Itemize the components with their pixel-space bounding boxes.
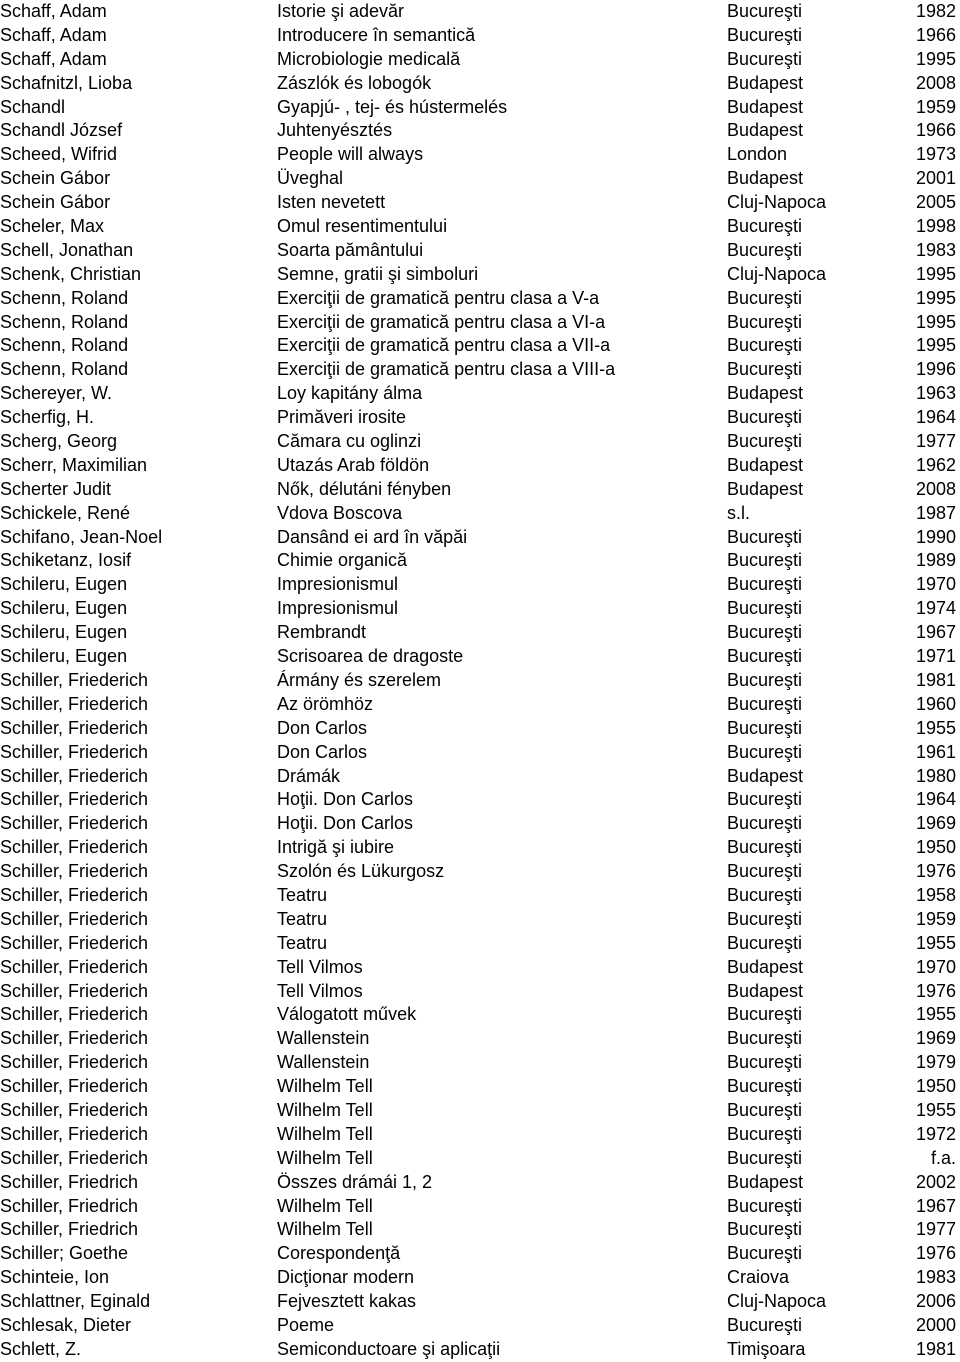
author-cell: Schenn, Roland [0,287,129,308]
city-cell: Bucureşti [727,407,803,428]
city-cell: Bucureşti [727,550,803,571]
author-cell: Schiller, Friederich [0,741,149,762]
catalog-row [0,812,960,836]
title-cell: Impresionismul [277,598,399,619]
title-cell: Don Carlos [277,741,368,762]
city-cell: Bucureşti [727,1243,803,1264]
author-cell: Schiller, Friederich [0,1028,149,1049]
catalog-row [0,1218,960,1242]
year-cell: 1966 [915,120,956,141]
city-cell: Bucureşti [727,1099,803,1120]
city-cell: Bucureşti [727,1076,803,1097]
city-cell: Budapest [727,383,804,404]
year-cell: 1979 [915,1052,956,1073]
city-cell: Budapest [727,168,804,189]
catalog-row [0,72,960,96]
catalog-row [0,263,960,287]
city-cell: Bucureşti [727,693,803,714]
year-cell: 1981 [915,1338,956,1359]
title-cell: Primăveri irosite [277,407,407,428]
author-cell: Schiller, Friederich [0,789,149,810]
author-cell: Schiller, Friederich [0,1076,149,1097]
title-cell: Gyapjú- , tej- és hústermelés [277,96,508,117]
city-cell: Budapest [727,1171,804,1192]
title-cell: Cămara cu oglinzi [277,431,422,452]
catalog-row [0,287,960,311]
catalog-row [0,119,960,143]
catalog-row [0,1171,960,1195]
title-cell: Corespondenţă [277,1243,401,1264]
title-cell: Teatru [277,884,328,905]
catalog-row [0,215,960,239]
author-cell: Schiller, Friederich [0,1147,149,1168]
author-cell: Schaff, Adam [0,1,107,21]
catalog-row [0,1003,960,1027]
title-cell: Összes drámái 1, 2 [277,1171,433,1192]
city-cell: Budapest [727,96,804,117]
year-cell: 1996 [915,359,956,380]
catalog-row [0,1147,960,1171]
city-cell: Bucureşti [727,1314,803,1335]
author-cell: Schiller, Friedrich [0,1219,139,1240]
author-cell: Schiller, Friederich [0,717,149,738]
city-cell: Bucureşti [727,24,803,45]
year-cell: 1970 [915,574,956,595]
city-cell: Bucureşti [727,908,803,929]
author-cell: Schiller, Friederich [0,932,149,953]
title-cell: Exerciţii de gramatică pentru clasa a VII-a [277,335,611,356]
catalog-row [0,478,960,502]
title-cell: Wallenstein [277,1052,370,1073]
catalog-row [0,1195,960,1219]
title-cell: Omul resentimentului [277,216,448,237]
catalog-row [0,884,960,908]
city-cell: Bucureşti [727,1195,803,1216]
author-cell: Schiller, Friederich [0,765,149,786]
author-cell: Schiller, Friederich [0,1123,149,1144]
city-cell: Bucureşti [727,1219,803,1240]
title-cell: Nők, délutáni fényben [277,478,452,499]
catalog-row [0,1290,960,1314]
year-cell: 2005 [915,192,956,213]
year-cell: 1969 [915,1028,956,1049]
author-cell: Scherfig, H. [0,407,95,428]
year-cell: 1995 [915,48,956,69]
author-cell: Schiller, Friederich [0,908,149,929]
catalog-row [0,645,960,669]
title-cell: Utazás Arab földön [277,454,430,475]
catalog-row [0,1242,960,1266]
year-cell: 1959 [915,96,956,117]
city-cell: Bucureşti [727,239,803,260]
catalog-row [0,717,960,741]
title-cell: Wallenstein [277,1028,370,1049]
catalog-row [0,621,960,645]
author-cell: Schenn, Roland [0,359,129,380]
city-cell: Bucureşti [727,669,803,690]
year-cell: 1955 [915,1004,956,1025]
author-cell: Schiller, Friederich [0,956,149,977]
year-cell: 1972 [915,1123,956,1144]
year-cell: 1966 [915,24,956,45]
author-cell: Schifano, Jean-Noel [0,526,163,547]
catalog-row [0,1314,960,1338]
city-cell: Bucureşti [727,526,803,547]
year-cell: 1990 [915,526,956,547]
city-cell: Bucureşti [727,287,803,308]
year-cell: 1973 [915,144,956,165]
catalog-row [0,860,960,884]
city-cell: Bucureşti [727,431,803,452]
title-cell: Wilhelm Tell [277,1099,373,1120]
author-cell: Schiller, Friederich [0,1004,149,1025]
author-cell: Scheed, Wifrid [0,144,118,165]
author-cell: Schandl József [0,120,123,141]
author-cell: Schein Gábor [0,192,111,213]
author-cell: Schiller, Friederich [0,980,149,1001]
title-cell: Wilhelm Tell [277,1123,373,1144]
title-cell: Scrisoarea de dragoste [277,646,464,667]
author-cell: Schlett, Z. [0,1338,82,1359]
year-cell: 1961 [915,741,956,762]
author-cell: Schiller, Friederich [0,861,149,882]
author-cell: Schenn, Roland [0,335,129,356]
city-cell: Bucureşti [727,1,803,21]
catalog-row [0,932,960,956]
city-cell: Cluj-Napoca [727,263,827,284]
title-cell: Microbiologie medicală [277,48,461,69]
catalog-row [0,96,960,120]
catalog-row [0,1051,960,1075]
title-cell: Hoţii. Don Carlos [277,789,414,810]
author-cell: Schiketanz, Iosif [0,550,132,571]
title-cell: Impresionismul [277,574,399,595]
city-cell: Craiova [727,1267,790,1288]
catalog-row [0,167,960,191]
author-cell: Scherter Judit [0,478,112,499]
author-cell: Schell, Jonathan [0,239,134,260]
catalog-row [0,693,960,717]
catalog-row [0,788,960,812]
year-cell: 1977 [915,431,956,452]
catalog-row [0,454,960,478]
author-cell: Schiller, Friederich [0,813,149,834]
title-cell: Wilhelm Tell [277,1219,373,1240]
city-cell: Bucureşti [727,335,803,356]
author-cell: Schaff, Adam [0,48,107,69]
title-cell: Tell Vilmos [277,956,363,977]
year-cell: 1980 [915,765,956,786]
author-cell: Schenk, Christian [0,263,142,284]
title-cell: Vdova Boscova [277,502,403,523]
year-cell: 1964 [915,789,956,810]
year-cell: 1960 [915,693,956,714]
city-cell: Bucureşti [727,1123,803,1144]
author-cell: Scherr, Maximilian [0,454,148,475]
title-cell: Ármány és szerelem [277,669,442,690]
catalog-row [0,191,960,215]
catalog-row [0,239,960,263]
year-cell: 1995 [915,335,956,356]
city-cell: Bucureşti [727,1028,803,1049]
title-cell: Semiconductoare şi aplicaţii [277,1338,501,1359]
title-cell: Wilhelm Tell [277,1076,373,1097]
title-cell: Isten nevetett [277,192,386,213]
city-cell: Budapest [727,765,804,786]
catalog-row [0,1123,960,1147]
city-cell: Timişoara [727,1338,806,1359]
year-cell: 1981 [915,669,956,690]
title-cell: Fejvesztett kakas [277,1291,417,1312]
city-cell: Budapest [727,72,804,93]
year-cell: 1995 [915,311,956,332]
author-cell: Schiller, Friederich [0,1099,149,1120]
city-cell: Bucureşti [727,789,803,810]
city-cell: Bucureşti [727,1052,803,1073]
city-cell: Bucureşti [727,837,803,858]
title-cell: People will always [277,144,424,165]
city-cell: Bucureşti [727,741,803,762]
year-cell: 1955 [915,717,956,738]
catalog-row [0,741,960,765]
author-cell: Schiller; Goethe [0,1243,129,1264]
title-cell: Semne, gratii şi simboluri [277,263,479,284]
catalog-row [0,143,960,167]
city-cell: London [727,144,788,165]
year-cell: 1959 [915,908,956,929]
year-cell: 1964 [915,407,956,428]
city-cell: Bucureşti [727,574,803,595]
city-cell: Bucureşti [727,884,803,905]
year-cell: 1998 [915,216,956,237]
title-cell: Soarta pământului [277,239,424,260]
year-cell: 2001 [915,168,956,189]
title-cell: Chimie organică [277,550,408,571]
title-cell: Don Carlos [277,717,368,738]
catalog-row [0,0,960,24]
title-cell: Loy kapitány álma [277,383,423,404]
author-cell: Schiller, Friederich [0,669,149,690]
year-cell: 1963 [915,383,956,404]
year-cell: 2006 [915,1291,956,1312]
year-cell: 1987 [915,502,956,523]
author-cell: Schein Gábor [0,168,111,189]
author-cell: Schiller, Friederich [0,884,149,905]
year-cell: 1955 [915,932,956,953]
author-cell: Schinteie, Ion [0,1267,110,1288]
author-cell: Schaff, Adam [0,24,107,45]
year-cell: 1995 [915,287,956,308]
catalog-row [0,311,960,335]
year-cell: 1977 [915,1219,956,1240]
city-cell: s.l. [727,502,751,523]
year-cell: 1976 [915,980,956,1001]
title-cell: Hoţii. Don Carlos [277,813,414,834]
title-cell: Drámák [277,765,341,786]
title-cell: Introducere în semantică [277,24,476,45]
catalog-row [0,549,960,573]
year-cell: 2008 [915,478,956,499]
city-cell: Bucureşti [727,598,803,619]
year-cell: 1955 [915,1099,956,1120]
city-cell: Budapest [727,454,804,475]
title-cell: Teatru [277,932,328,953]
catalog-row [0,836,960,860]
city-cell: Bucureşti [727,216,803,237]
city-cell: Bucureşti [727,861,803,882]
author-cell: Schileru, Eugen [0,646,128,667]
city-cell: Bucureşti [727,1004,803,1025]
catalog-row [0,1338,960,1362]
catalog-row [0,597,960,621]
author-cell: Scherg, Georg [0,431,118,452]
author-cell: Schiller, Friederich [0,1052,149,1073]
year-cell: 1962 [915,454,956,475]
title-cell: Az örömhöz [277,693,374,714]
author-cell: Scheler, Max [0,216,105,237]
city-cell: Bucureşti [727,646,803,667]
year-cell: 1995 [915,263,956,284]
catalog-row [0,1099,960,1123]
year-cell: 1974 [915,598,956,619]
title-cell: Válogatott művek [277,1004,417,1025]
year-cell: 1967 [915,622,956,643]
author-cell: Schenn, Roland [0,311,129,332]
catalog-row [0,48,960,72]
city-cell: Bucureşti [727,932,803,953]
author-cell: Schandl [0,96,66,117]
catalog-row [0,334,960,358]
city-cell: Bucureşti [727,359,803,380]
catalog-row [0,382,960,406]
author-cell: Schickele, René [0,502,131,523]
year-cell: 1950 [915,837,956,858]
title-cell: Dansând ei ard în văpăi [277,526,468,547]
year-cell: 1976 [915,1243,956,1264]
title-cell: Dicţionar modern [277,1267,415,1288]
catalog-row [0,669,960,693]
catalog-row [0,1027,960,1051]
author-cell: Schileru, Eugen [0,574,128,595]
title-cell: Poeme [277,1314,335,1335]
title-cell: Wilhelm Tell [277,1147,373,1168]
year-cell: 1983 [915,239,956,260]
city-cell: Budapest [727,980,804,1001]
year-cell: 1950 [915,1076,956,1097]
catalog-row [0,573,960,597]
title-cell: Exerciţii de gramatică pentru clasa a VIII-a [277,359,616,380]
catalog-row [0,1266,960,1290]
catalog-row [0,526,960,550]
title-cell: Üveghal [277,168,344,189]
city-cell: Bucureşti [727,48,803,69]
year-cell: 2008 [915,72,956,93]
year-cell: 1982 [915,1,956,21]
title-cell: Exerciţii de gramatică pentru clasa a VI-a [277,311,606,332]
catalog-row [0,980,960,1004]
title-cell: Szolón és Lükurgosz [277,861,445,882]
catalog-row [0,358,960,382]
year-cell: 1967 [915,1195,956,1216]
author-cell: Schiller, Friedrich [0,1195,139,1216]
author-cell: Schlattner, Eginald [0,1291,151,1312]
catalog-row [0,1075,960,1099]
year-cell: 1958 [915,884,956,905]
title-cell: Juhtenyésztés [277,120,393,141]
author-cell: Schileru, Eugen [0,598,128,619]
year-cell: 1989 [915,550,956,571]
catalog-row [0,956,960,980]
author-cell: Schafnitzl, Lioba [0,72,133,93]
title-cell: Teatru [277,908,328,929]
city-cell: Budapest [727,120,804,141]
city-cell: Bucureşti [727,622,803,643]
year-cell: f.a. [930,1147,956,1168]
title-cell: Zászlók és lobogók [277,72,432,93]
year-cell: 1969 [915,813,956,834]
author-cell: Schiller, Friederich [0,693,149,714]
city-cell: Bucureşti [727,717,803,738]
author-cell: Schileru, Eugen [0,622,128,643]
city-cell: Budapest [727,956,804,977]
title-cell: Tell Vilmos [277,980,363,1001]
title-cell: Istorie şi adevăr [277,1,405,21]
city-cell: Bucureşti [727,813,803,834]
city-cell: Budapest [727,478,804,499]
city-cell: Bucureşti [727,1147,803,1168]
author-cell: Schereyer, W. [0,383,113,404]
catalog-row [0,502,960,526]
title-cell: Rembrandt [277,622,367,643]
author-cell: Schiller, Friederich [0,837,149,858]
title-cell: Intrigă şi iubire [277,837,395,858]
year-cell: 2002 [915,1171,956,1192]
year-cell: 1970 [915,956,956,977]
year-cell: 1976 [915,861,956,882]
year-cell: 1983 [915,1267,956,1288]
year-cell: 1971 [915,646,956,667]
catalog-row [0,406,960,430]
title-cell: Exerciţii de gramatică pentru clasa a V-a [277,287,600,308]
year-cell: 2000 [915,1314,956,1335]
author-cell: Schiller, Friedrich [0,1171,139,1192]
catalog-row [0,908,960,932]
catalog-row [0,24,960,48]
city-cell: Cluj-Napoca [727,192,827,213]
catalog-row [0,765,960,789]
catalog-row [0,430,960,454]
city-cell: Bucureşti [727,311,803,332]
city-cell: Cluj-Napoca [727,1291,827,1312]
author-cell: Schlesak, Dieter [0,1314,132,1335]
title-cell: Wilhelm Tell [277,1195,373,1216]
